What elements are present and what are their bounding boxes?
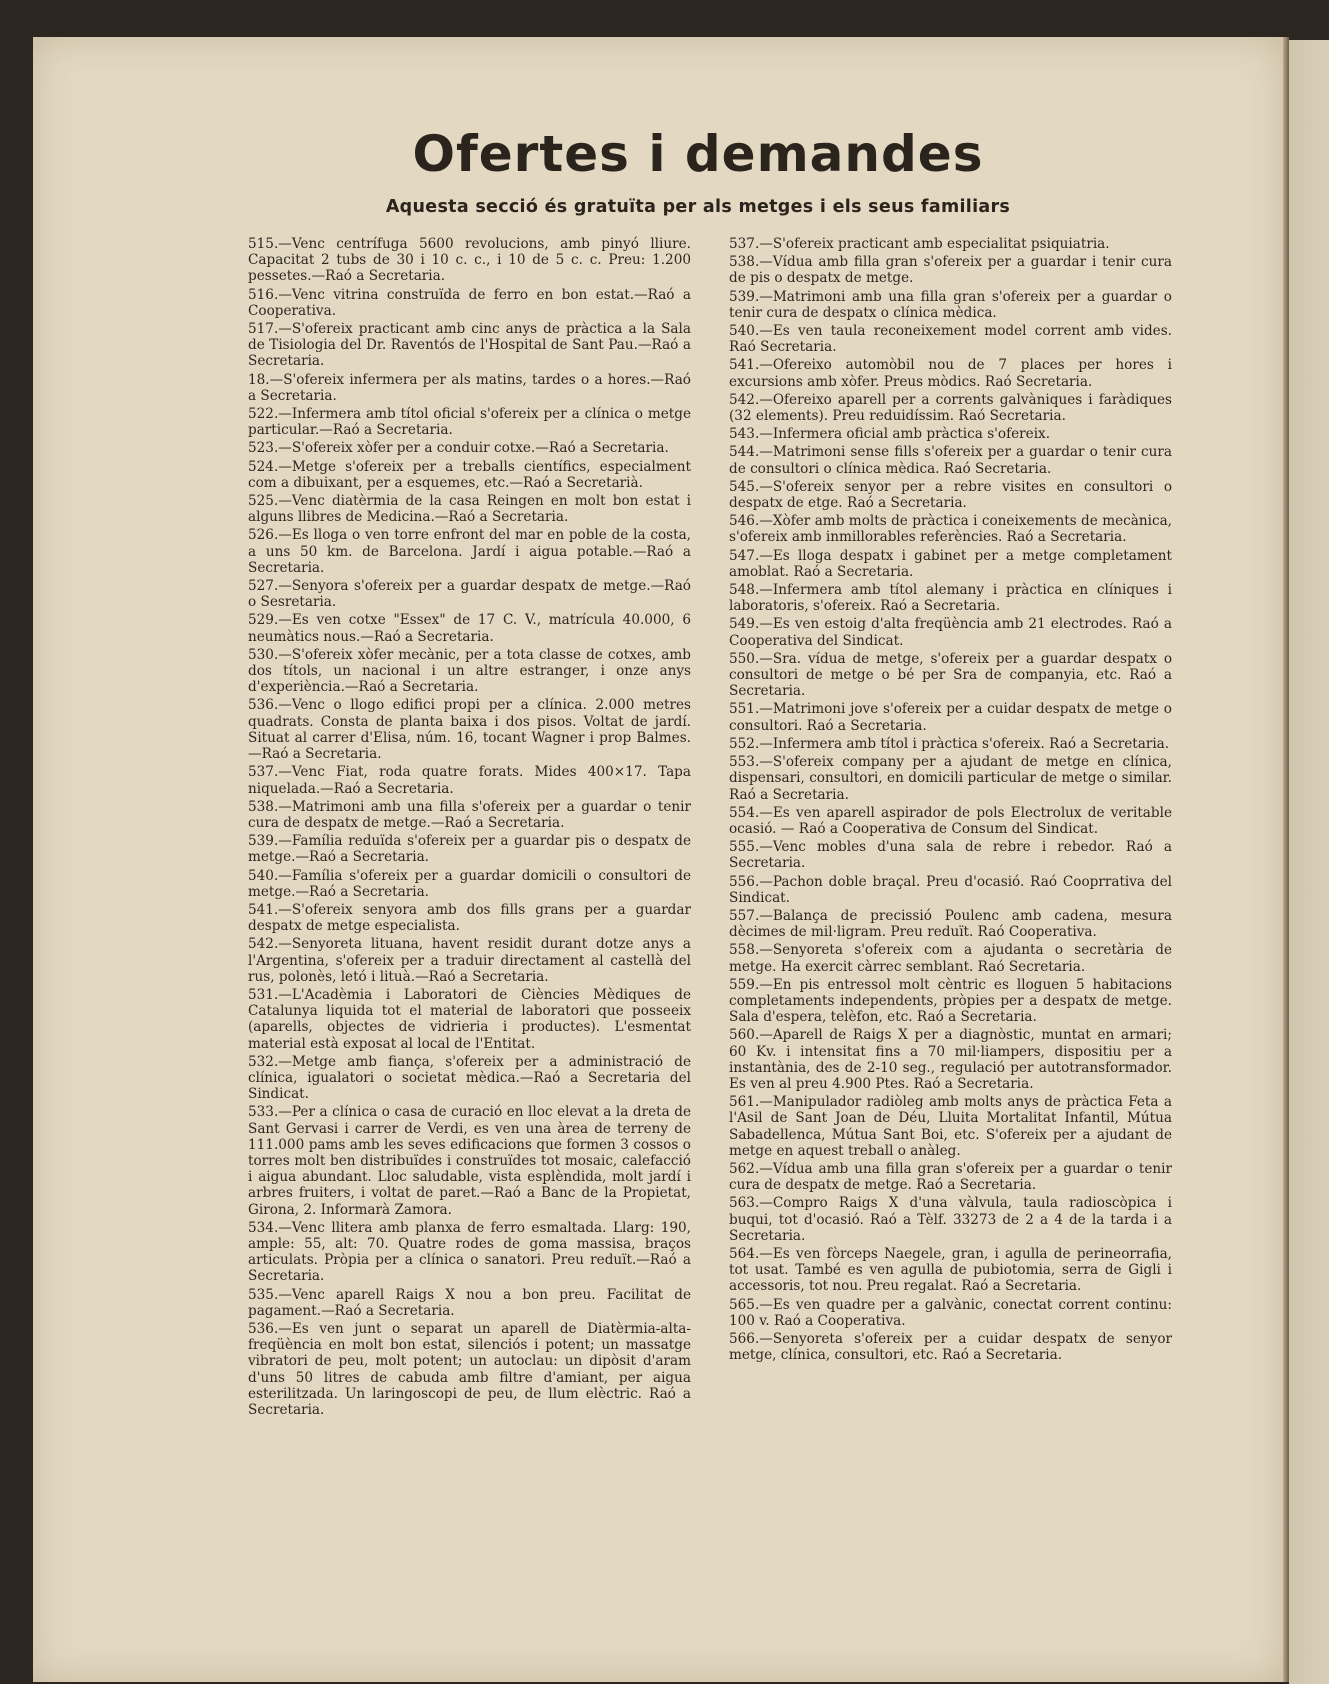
classified-entry: 551.—Matrimoni jove s'ofereix per a cuidar despatx de metge o consultori. Raó a Secretaria. bbox=[729, 701, 1172, 734]
page-subtitle: Aquesta secció és gratuïta per als metges i els seus familiars bbox=[385, 197, 1011, 217]
classified-entry: 552.—Infermera amb títol i pràctica s'ofereix. Raó a Secretaria. bbox=[729, 735, 1170, 752]
classified-entry: 560.—Aparell de Raigs X per a diagnòstic, muntat en armari; 60 Kv. i intensitat fins a 70 mil·liampers, dispositiu per a instantània, des de 2-10 seg., regulació per autotransformador. Es ven al preu 4.900 Ptes. Raó a Secretaria. bbox=[729, 1027, 1172, 1092]
classified-entry: 533.—Per a clínica o casa de curació en lloc elevat a la dreta de Sant Gervasi i carrer de Verdi, es ven una àrea de terreny de 111.000 pams amb les seves edificacions que formen 3 cossos o torres molt ben distribuïdes i construïdes tot mosaic, calefacció i aigua abundant. Lloc saludable, vista esplèndida, molt jardí i arbres fruiters, i voltat de paret.—Raó a Banc de la Propietat, Girona, 2. Informarà Zamora. bbox=[248, 1104, 691, 1218]
classified-entry: 544.—Matrimoni sense fills s'ofereix per a guardar o tenir cura de consultori o clínica mèdica. Raó Secretaria. bbox=[729, 444, 1172, 477]
classified-entry: 564.—Es ven fòrceps Naegele, gran, i agulla de perineorrafia, tot usat. També es ven agulla de pubiotomia, serra de Gigli i accessoris, tot nou. Preu regalat. Raó a Secretaria. bbox=[729, 1245, 1172, 1295]
classified-entry: 18.—S'ofereix infermera per als matins, tardes o a hores.—Raó a Secretaria. bbox=[248, 371, 691, 404]
classified-entry: 538.—Matrimoni amb una filla s'ofereix per a guardar o tenir cura de despatx de metge.—Raó a Secretaria. bbox=[248, 798, 691, 831]
classified-entry: 541.—Ofereixo automòbil nou de 7 places per hores i excursions amb xòfer. Preus mòdics. Raó Secretaria. bbox=[729, 357, 1172, 390]
classified-entry: 535.—Venc aparell Raigs X nou a bon preu. Facilitat de pagament.—Raó a Secretaria. bbox=[248, 1286, 691, 1319]
classified-entry: 556.—Pachon doble braçal. Preu d'ocasió. Raó Cooprrativa del Sindicat. bbox=[729, 873, 1172, 906]
adjacent-page-edge bbox=[1289, 40, 1329, 1684]
classified-entry: 527.—Senyora s'ofereix per a guardar despatx de metge.—Raó o Sesretaria. bbox=[248, 578, 691, 611]
classified-entry: 562.—Vídua amb una filla gran s'ofereix per a guardar o tenir cura de despatx de metge. Raó a Secretaria. bbox=[729, 1160, 1172, 1194]
classified-entry: 523.—S'ofereix xòfer per a conduir cotxe.—Raó a Secretaria. bbox=[248, 440, 669, 457]
classified-entry: 559.—En pis entressol molt cèntric es lloguen 5 habitacions completaments independents, pròpies per a despatx de metge. Sala d'espera, telèfon, etc. Raó a Secretaria. bbox=[729, 976, 1172, 1026]
classified-entry: 542.—Ofereixo aparell per a corrents galvàniques i faràdiques (32 elements). Preu reduidíssim. Raó Secretaria. bbox=[729, 391, 1172, 425]
classified-entry: 522.—Infermera amb títol oficial s'ofereix per a clínica o metge particular.—Raó a Secretaria. bbox=[248, 406, 691, 439]
classified-entry: 558.—Senyoreta s'ofereix com a ajudanta o secretària de metge. Ha exercit càrrec semblant. Raó Secretaria. bbox=[729, 942, 1172, 975]
classified-entry: 565.—Es ven quadre per a galvànic, conectat corrent continu: 100 v. Raó a Cooperativa. bbox=[729, 1296, 1172, 1329]
classified-entry: 530.—S'ofereix xòfer mecànic, per a tota classe de cotxes, amb dos títols, un nacional i un altre estranger, i onze anys d'experiència.—Raó a Secretaria. bbox=[248, 646, 691, 696]
classified-entry: 539.—Matrimoni amb una filla gran s'ofereix per a guardar o tenir cura de despatx o clínica mèdica. bbox=[729, 288, 1172, 321]
classified-entry: 534.—Venc llitera amb planxa de ferro esmaltada. Llarg: 190, ample: 55, alt: 70. Quatre rodes de goma massisa, braços articulats. Pròpia per a clínica o sanatori. Preu reduït.—Raó a Secretaria. bbox=[248, 1219, 691, 1285]
classified-entry: 550.—Sra. vídua de metge, s'ofereix per a guardar despatx o consultori de metge o bé per Sra de companyia, etc. Raó a Secretaria. bbox=[729, 650, 1172, 700]
classified-entry: 526.—Es lloga o ven torre enfront del mar en poble de la costa, a uns 50 km. de Barcelona. Jardí i aigua potable.—Raó a Secretaria. bbox=[248, 527, 691, 576]
left-column bbox=[234, 236, 691, 1420]
classified-entry: 525.—Venc diatèrmia de la casa Reingen en molt bon estat i alguns llibres de Medicina.—Raó a Secretaria. bbox=[248, 493, 691, 526]
classified-entry: 538.—Vídua amb filla gran s'ofereix per a guardar i tenir cura de pis o despatx de metge. bbox=[729, 254, 1172, 287]
classified-entry: 536.—Venc o llogo edifici propi per a clínica. 2.000 metres quadrats. Consta de planta baixa i dos pisos. Voltat de jardí. Situat al carrer d'Elisa, núm. 16, tocant Wagner i prop Balmes.—Raó a Secretaria. bbox=[248, 697, 691, 763]
classified-entry: 532.—Metge amb fiança, s'ofereix per a administració de clínica, igualatori o societat mèdica.—Raó a Secretaria del Sindicat. bbox=[248, 1053, 691, 1103]
classified-entry: 539.—Família reduïda s'ofereix per a guardar pis o despatx de metge.—Raó a Secretaria. bbox=[248, 833, 691, 866]
classified-entry: 554.—Es ven aparell aspirador de pols Electrolux de veritable ocasió. — Raó a Cooperativa de Consum del Sindicat. bbox=[729, 804, 1172, 837]
classified-entry: 555.—Venc mobles d'una sala de rebre i rebedor. Raó a Secretaria. bbox=[729, 839, 1172, 872]
classified-entry: 516.—Venc vitrina construïda de ferro en bon estat.—Raó a Cooperativa. bbox=[248, 286, 691, 319]
classified-entry: 548.—Infermera amb títol alemany i pràctica en clíniques i laboratoris, s'ofereix. Raó a Secretaria. bbox=[729, 582, 1172, 615]
classified-entry: 529.—Es ven cotxe "Essex" de 17 C. V., matrícula 40.000, 6 neumàtics nous.—Raó a Secretaria. bbox=[248, 612, 691, 645]
right-column bbox=[715, 236, 1172, 1365]
classified-entry: 541.—S'ofereix senyora amb dos fills grans per a guardar despatx de metge especialista. bbox=[248, 901, 691, 935]
classified-entry: 563.—Compro Raigs X d'una vàlvula, taula radioscòpica i buqui, tot d'ocasió. Raó a Tèlf. 33273 de 2 a 4 de la tarda i a Secretaria. bbox=[729, 1195, 1172, 1244]
classified-entry: 546.—Xòfer amb molts de pràctica i coneixements de mecànica, s'ofereix amb inmillorables referències. Raó a Secretaria. bbox=[729, 513, 1172, 546]
classified-entry: 517.—S'ofereix practicant amb cinc anys de pràctica a la Sala de Tisiologia del Dr. Raventós de l'Hospital de Sant Pau.—Raó a Secretaria. bbox=[248, 321, 691, 370]
classified-entry: 531.—L'Acadèmia i Laboratori de Ciències Mèdiques de Catalunya liquida tot el material de laboratori que posseeix (aparells, objectes de vidrieria i productes). L'esmentat material està exposat al local de l'Entitat. bbox=[248, 986, 691, 1052]
classified-entry: 540.—Família s'ofereix per a guardar domicili o consultori de metge.—Raó a Secretaria. bbox=[248, 867, 691, 900]
classified-entry: 536.—Es ven junt o separat un aparell de Diatèrmia-alta-freqüència en molt bon estat, silenciós i potent; un massatge vibratori de peu, molt potent; un autoclau: un dipòsit d'aram d'uns 50 litres de cabuda amb filtre d'amiant, per aigua esterilitzada. Un laringoscopi de peu, de llum elèctric. Raó a Secretaria. bbox=[248, 1321, 691, 1419]
classified-entry: 515.—Venc centrífuga 5600 revolucions, amb pinyó lliure. Capacitat 2 tubs de 30 i 10 c. c., i 10 de 5 c. c. Preu: 1.200 pessetes.—Raó a Secretaria. bbox=[248, 236, 691, 285]
classified-entry: 537.—Venc Fiat, roda quatre forats. Mides 400×17. Tapa niquelada.—Raó a Secretaria. bbox=[248, 764, 691, 797]
classified-entry: 542.—Senyoreta lituana, havent residit durant dotze anys a l'Argentina, s'ofereix per a traduir directament al castellà del rus, polonès, letó i lituà.—Raó a Secretaria. bbox=[248, 936, 691, 985]
classified-entry: 540.—Es ven taula reconeixement model corrent amb vides. Raó Secretaria. bbox=[729, 323, 1172, 356]
classified-entry: 557.—Balança de precissió Poulenc amb cadena, mesura dècimes de mil·ligram. Preu reduït. Raó Cooperativa. bbox=[729, 907, 1172, 941]
classified-entry: 553.—S'ofereix company per a ajudant de metge en clínica, dispensari, consultori, en domicili particular de metge o similar. Raó a Secretaria. bbox=[729, 754, 1172, 803]
classified-entry: 543.—Infermera oficial amb pràctica s'ofereix. bbox=[729, 426, 1051, 443]
classified-entry: 537.—S'ofereix practicant amb especialitat psiquiatria. bbox=[729, 236, 1110, 252]
page-title: Ofertes i demandes bbox=[412, 125, 984, 183]
classified-entry: 524.—Metge s'ofereix per a treballs científics, especialment com a dibuixant, per a esquemes, etc.—Raó a Secretarià. bbox=[248, 458, 691, 491]
classified-entry: 549.—Es ven estoig d'alta freqüència amb 21 electrodes. Raó a Cooperativa del Sindicat. bbox=[729, 616, 1172, 649]
classified-entry: 547.—Es lloga despatx i gabinet per a metge completament amoblat. Raó a Secretaria. bbox=[729, 547, 1172, 580]
classified-entry: 561.—Manipulador radiòleg amb molts anys de pràctica Feta a l'Asil de Sant Joan de Déu, Lluita Mortalitat Infantil, Mútua Sabadellenca, Mútua Sant Boi, etc. S'ofereix per a ajudant de metge en aquest treball o anàleg. bbox=[729, 1094, 1172, 1159]
classified-entry: 566.—Senyoreta s'ofereix per a cuidar despatx de senyor metge, clínica, consultori, etc. Raó a Secretaria. bbox=[729, 1331, 1172, 1364]
classified-entry: 545.—S'ofereix senyor per a rebre visites en consultori o despatx de etge. Raó a Secretaria. bbox=[729, 478, 1172, 512]
